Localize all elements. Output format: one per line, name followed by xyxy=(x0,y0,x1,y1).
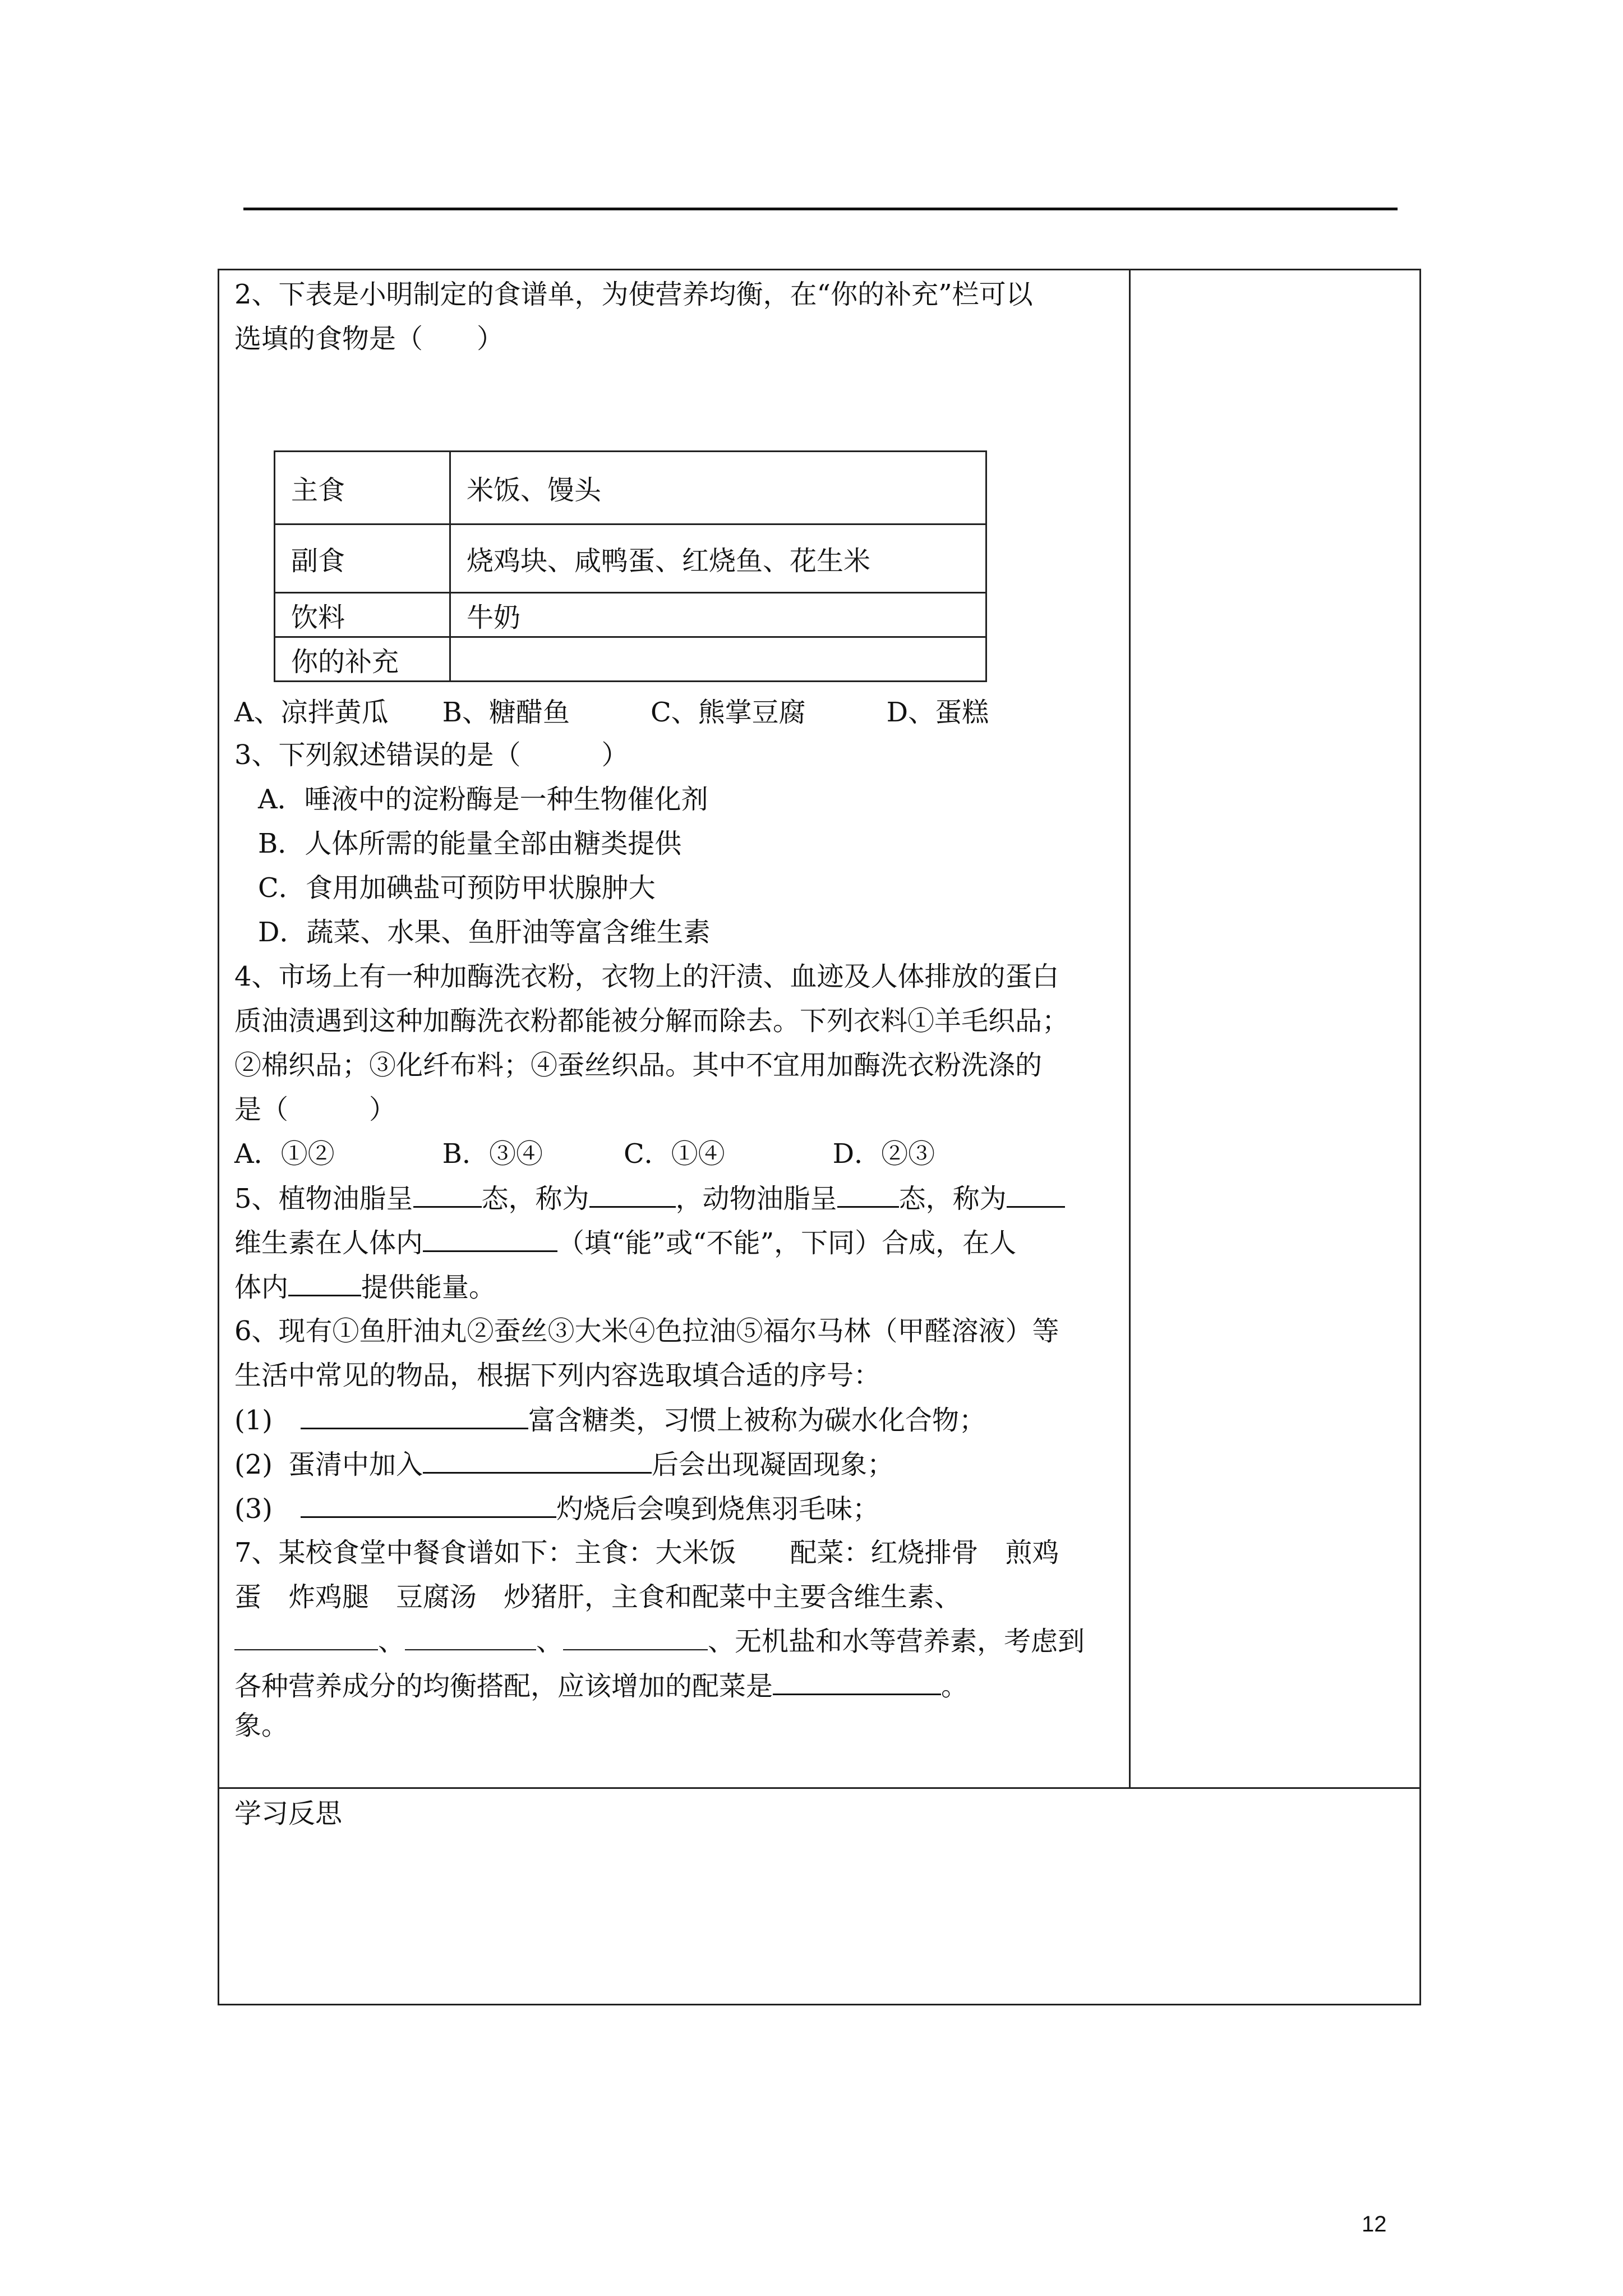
page-number: 12 xyxy=(1362,2212,1387,2237)
header-rule xyxy=(243,208,1398,210)
menu-row xyxy=(275,637,986,682)
q6-item3 xyxy=(234,1492,879,1526)
q2-options: A、凉拌黄瓜 B、糖醋鱼 C、熊掌豆腐 D、蛋糕 xyxy=(234,697,989,728)
q7-line1: 7、某校食堂中餐食谱如下：主食：大米饭 配菜：红烧排骨 煎鸡 xyxy=(234,1537,1059,1568)
menu-row xyxy=(275,524,986,593)
notes-column-divider xyxy=(1129,269,1131,1787)
q7-text: 、 xyxy=(378,1626,405,1657)
q7-text: 、无机盐和水等营养素，考虑到 xyxy=(708,1626,1085,1657)
menu-label: 主食 xyxy=(275,452,450,524)
q3-stem: 3、下列叙述错误的是（ ） xyxy=(234,739,629,771)
q5-text: 维生素在人体内 xyxy=(234,1227,423,1259)
menu-label: 你的补充 xyxy=(275,637,450,682)
q5-text: 5、植物油脂呈 xyxy=(234,1183,413,1214)
q7-blank xyxy=(234,1625,378,1650)
q7-line5: 象。 xyxy=(234,1710,289,1741)
q7-blank xyxy=(563,1625,708,1650)
q7-line4 xyxy=(234,1669,968,1703)
menu-label: 副食 xyxy=(275,524,450,593)
q5-blank xyxy=(413,1181,482,1208)
q6-item-number: (3) xyxy=(234,1493,273,1525)
q4-line1: 4、市场上有一种加酶洗衣粉，衣物上的汗渍、血迹及人体排放的蛋白 xyxy=(234,961,1059,992)
q6-item-text: 灼烧后会嗅到烧焦羽毛味； xyxy=(556,1493,880,1525)
q6-item-number: (1) xyxy=(234,1405,273,1436)
q4-line2: 质油渍遇到这种加酶洗衣粉都能被分解而除去。下列衣料①羊毛织品； xyxy=(234,1005,1069,1037)
q4-line4: 是（ ） xyxy=(234,1094,396,1125)
reflection-row-divider xyxy=(218,1787,1421,1789)
q3-option-a: A．唾液中的淀粉酶是一种生物催化剂 xyxy=(258,784,708,815)
q3-option-b: B．人体所需的能量全部由糖类提供 xyxy=(258,828,682,859)
q6-blank xyxy=(301,1403,528,1429)
q6-blank xyxy=(423,1447,652,1474)
q6-line2: 生活中常见的物品，根据下列内容选取填合适的序号： xyxy=(234,1360,881,1391)
q5-text: （填“能”或“不能”，下同）合成，在人 xyxy=(557,1227,1017,1259)
q6-item-text: 后会出现凝固现象； xyxy=(652,1449,895,1480)
q6-item2 xyxy=(234,1447,894,1481)
q6-line1: 6、现有①鱼肝油丸②蚕丝③大米④色拉油⑤福尔马林（甲醛溶液）等 xyxy=(234,1315,1059,1347)
menu-value: 烧鸡块、咸鸭蛋、红烧鱼、花生米 xyxy=(450,524,986,593)
q3-option-c: C．食用加碘盐可预防甲状腺肿大 xyxy=(258,872,656,904)
q4-options: A．①② B．③④ C．①④ D．②③ xyxy=(234,1138,935,1170)
menu-row xyxy=(275,452,986,524)
q5-blank xyxy=(1007,1181,1065,1208)
q2-line1: 2、下表是小明制定的食谱单，为使营养均衡，在“你的补充”栏可以 xyxy=(234,279,1033,310)
q2-line2: 选填的食物是（ ） xyxy=(234,323,504,355)
q6-item1 xyxy=(234,1403,986,1437)
q5-blank xyxy=(837,1181,899,1208)
q6-item-number: (2) xyxy=(234,1449,273,1480)
menu-label: 饮料 xyxy=(275,593,450,637)
reflection-label: 学习反思 xyxy=(234,1798,343,1829)
q6-blank xyxy=(301,1492,556,1518)
menu-table xyxy=(274,450,987,682)
q5-text: 提供能量。 xyxy=(361,1272,496,1303)
q7-text: 。 xyxy=(941,1671,969,1702)
q5-text: 体内 xyxy=(234,1272,289,1303)
menu-value: 米饭、馒头 xyxy=(450,452,986,524)
q6-item-text: 蛋清中加入 xyxy=(288,1449,423,1480)
q5-line2 xyxy=(234,1226,1016,1260)
q5-line1 xyxy=(234,1181,1065,1216)
q5-line3 xyxy=(234,1270,496,1304)
q7-blank xyxy=(773,1669,941,1695)
q4-line3: ②棉织品；③化纤布料；④蚕丝织品。其中不宜用加酶洗衣粉洗涤的 xyxy=(234,1050,1043,1081)
q7-line2: 蛋 炸鸡腿 豆腐汤 炒猪肝，主食和配菜中主要含维生素、 xyxy=(234,1581,962,1613)
q5-text: 态，称为 xyxy=(481,1183,589,1214)
q5-blank xyxy=(589,1181,676,1208)
q5-blank xyxy=(288,1270,361,1296)
q6-item-text: 富含糖类，习惯上被称为碳水化合物； xyxy=(528,1405,986,1436)
q5-text: 态，称为 xyxy=(898,1183,1007,1214)
q5-blank xyxy=(423,1226,557,1252)
q7-line3 xyxy=(234,1625,1085,1658)
q7-blank xyxy=(405,1625,536,1650)
menu-row xyxy=(275,593,986,637)
q3-option-d: D．蔬菜、水果、鱼肝油等富含维生素 xyxy=(258,917,711,948)
menu-value: 牛奶 xyxy=(450,593,986,637)
menu-value-blank xyxy=(450,637,986,682)
q7-text: 各种营养成分的均衡搭配，应该增加的配菜是 xyxy=(234,1671,773,1702)
q5-text: ，动物油脂呈 xyxy=(675,1183,837,1214)
q7-text: 、 xyxy=(536,1626,564,1657)
